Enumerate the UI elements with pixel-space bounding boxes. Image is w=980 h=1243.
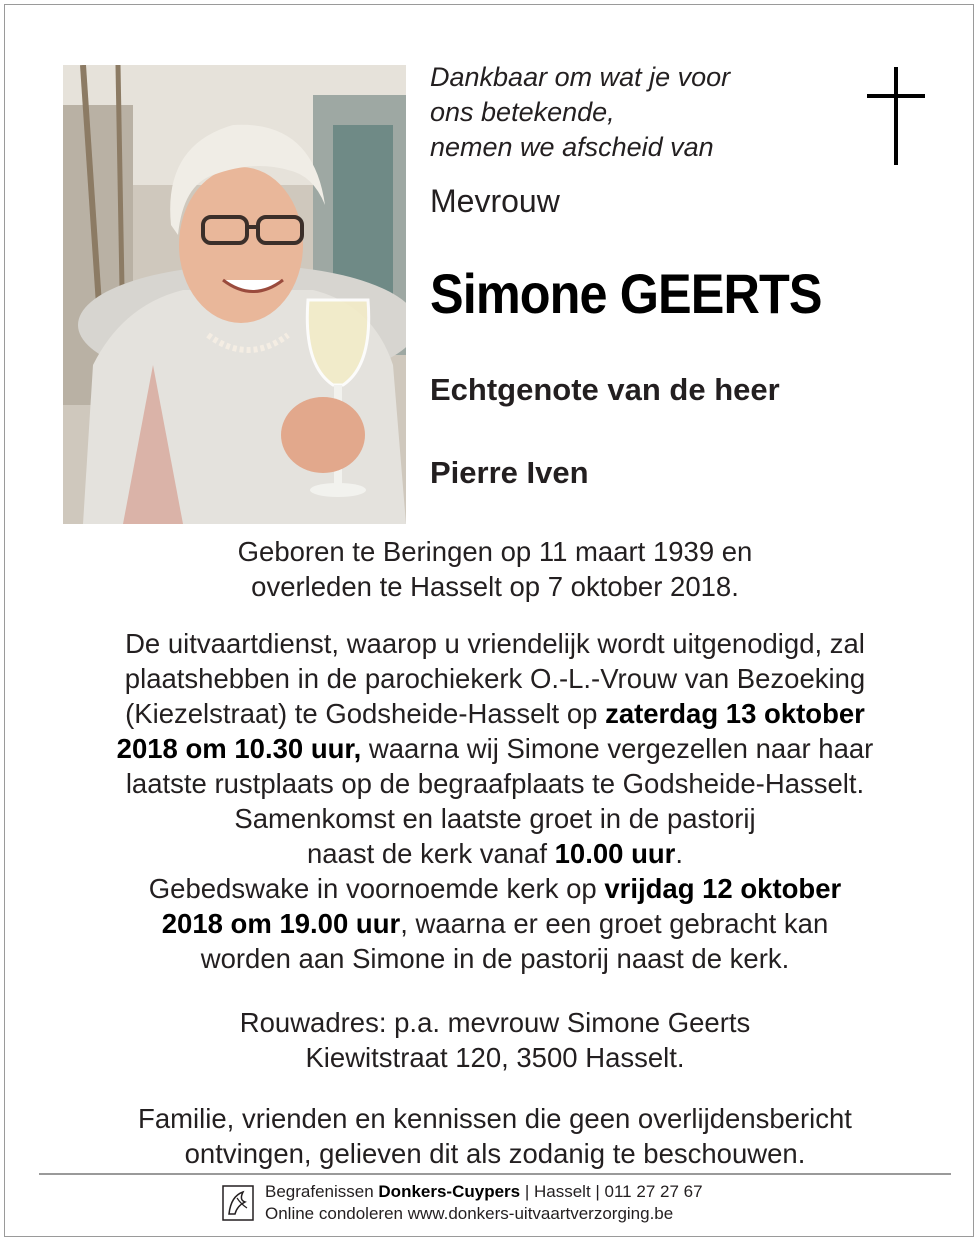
service-line: Samenkomst en laatste groet in de pastorij: [234, 803, 756, 834]
gathering-time: 10.00 uur: [554, 838, 676, 869]
notice-line: ontvingen, gelieven dit als zodanig te beschouwen.: [184, 1138, 806, 1169]
footer-contact: | Hasselt | 011 27 27 67: [520, 1182, 703, 1201]
service-date: zaterdag 13 oktober: [605, 698, 865, 729]
company-name: Donkers-Cuypers: [378, 1182, 521, 1201]
footer-divider: [39, 1173, 951, 1175]
closing-notice: [35, 1101, 955, 1171]
service-line: [35, 871, 955, 906]
intro-line: nemen we afscheid van: [430, 132, 714, 162]
service-line: De uitvaartdienst, waarop u vriendelijk wordt uitgenodigd, zal: [125, 628, 865, 659]
vigil-date: vrijdag 12 oktober: [604, 873, 842, 904]
service-line: [35, 836, 955, 871]
spouse-name: Pierre Iven: [430, 455, 589, 490]
service-line: worden aan Simone in de pastorij naast de kerk.: [200, 943, 790, 974]
footer-website: Online condoleren www.donkers-uitvaartverzorging.be: [265, 1204, 674, 1223]
dates-line: Geboren te Beringen op 11 maart 1939 en: [237, 536, 753, 567]
service-line: laatste rustplaats op de begraafplaats te Godsheide-Hasselt.: [125, 768, 865, 799]
service-text: Gebedswake in voornoemde kerk op: [148, 873, 605, 904]
mourning-address: [35, 1005, 955, 1075]
birth-death-dates: [35, 534, 955, 604]
address-line: Kiewitstraat 120, 3500 Hasselt.: [305, 1042, 685, 1073]
dates-line: overleden te Hasselt op 7 oktober 2018.: [251, 571, 739, 602]
address-line: Rouwadres: p.a. mevrouw Simone Geerts: [239, 1007, 751, 1038]
service-line: [35, 731, 955, 766]
footer-text: [265, 1181, 703, 1225]
funeral-home-logo-icon: [221, 1184, 255, 1222]
funeral-service-details: [35, 626, 955, 976]
service-text: .: [675, 838, 684, 869]
death-notice-card: [4, 4, 974, 1237]
service-text: , waarna er een groet gebracht kan: [400, 908, 829, 939]
intro-text: [430, 60, 830, 165]
honorific: Mevrouw: [430, 183, 560, 219]
portrait-photo: [63, 65, 406, 524]
service-time: 2018 om 10.30 uur,: [116, 733, 362, 764]
footer-line: [265, 1181, 703, 1203]
vigil-time: 2018 om 19.00 uur: [161, 908, 401, 939]
intro-line: ons betekende,: [430, 97, 615, 127]
service-line: [35, 906, 955, 941]
service-text: naast de kerk vanaf: [306, 838, 555, 869]
service-line: plaatshebben in de parochiekerk O.-L.-Vrouw van Bezoeking: [124, 663, 866, 694]
deceased-name: Simone GEERTS: [430, 262, 822, 325]
footer-prefix: Begrafenissen: [265, 1182, 379, 1201]
service-line: [35, 696, 955, 731]
service-text: (Kiezelstraat) te Godsheide-Hasselt op: [125, 698, 606, 729]
notice-line: Familie, vrienden en kennissen die geen overlijdensbericht: [138, 1103, 852, 1134]
spouse-label: Echtgenote van de heer: [430, 372, 780, 407]
intro-line: Dankbaar om wat je voor: [430, 62, 731, 92]
service-text: waarna wij Simone vergezellen naar haar: [361, 733, 874, 764]
cross-icon: [867, 67, 927, 165]
